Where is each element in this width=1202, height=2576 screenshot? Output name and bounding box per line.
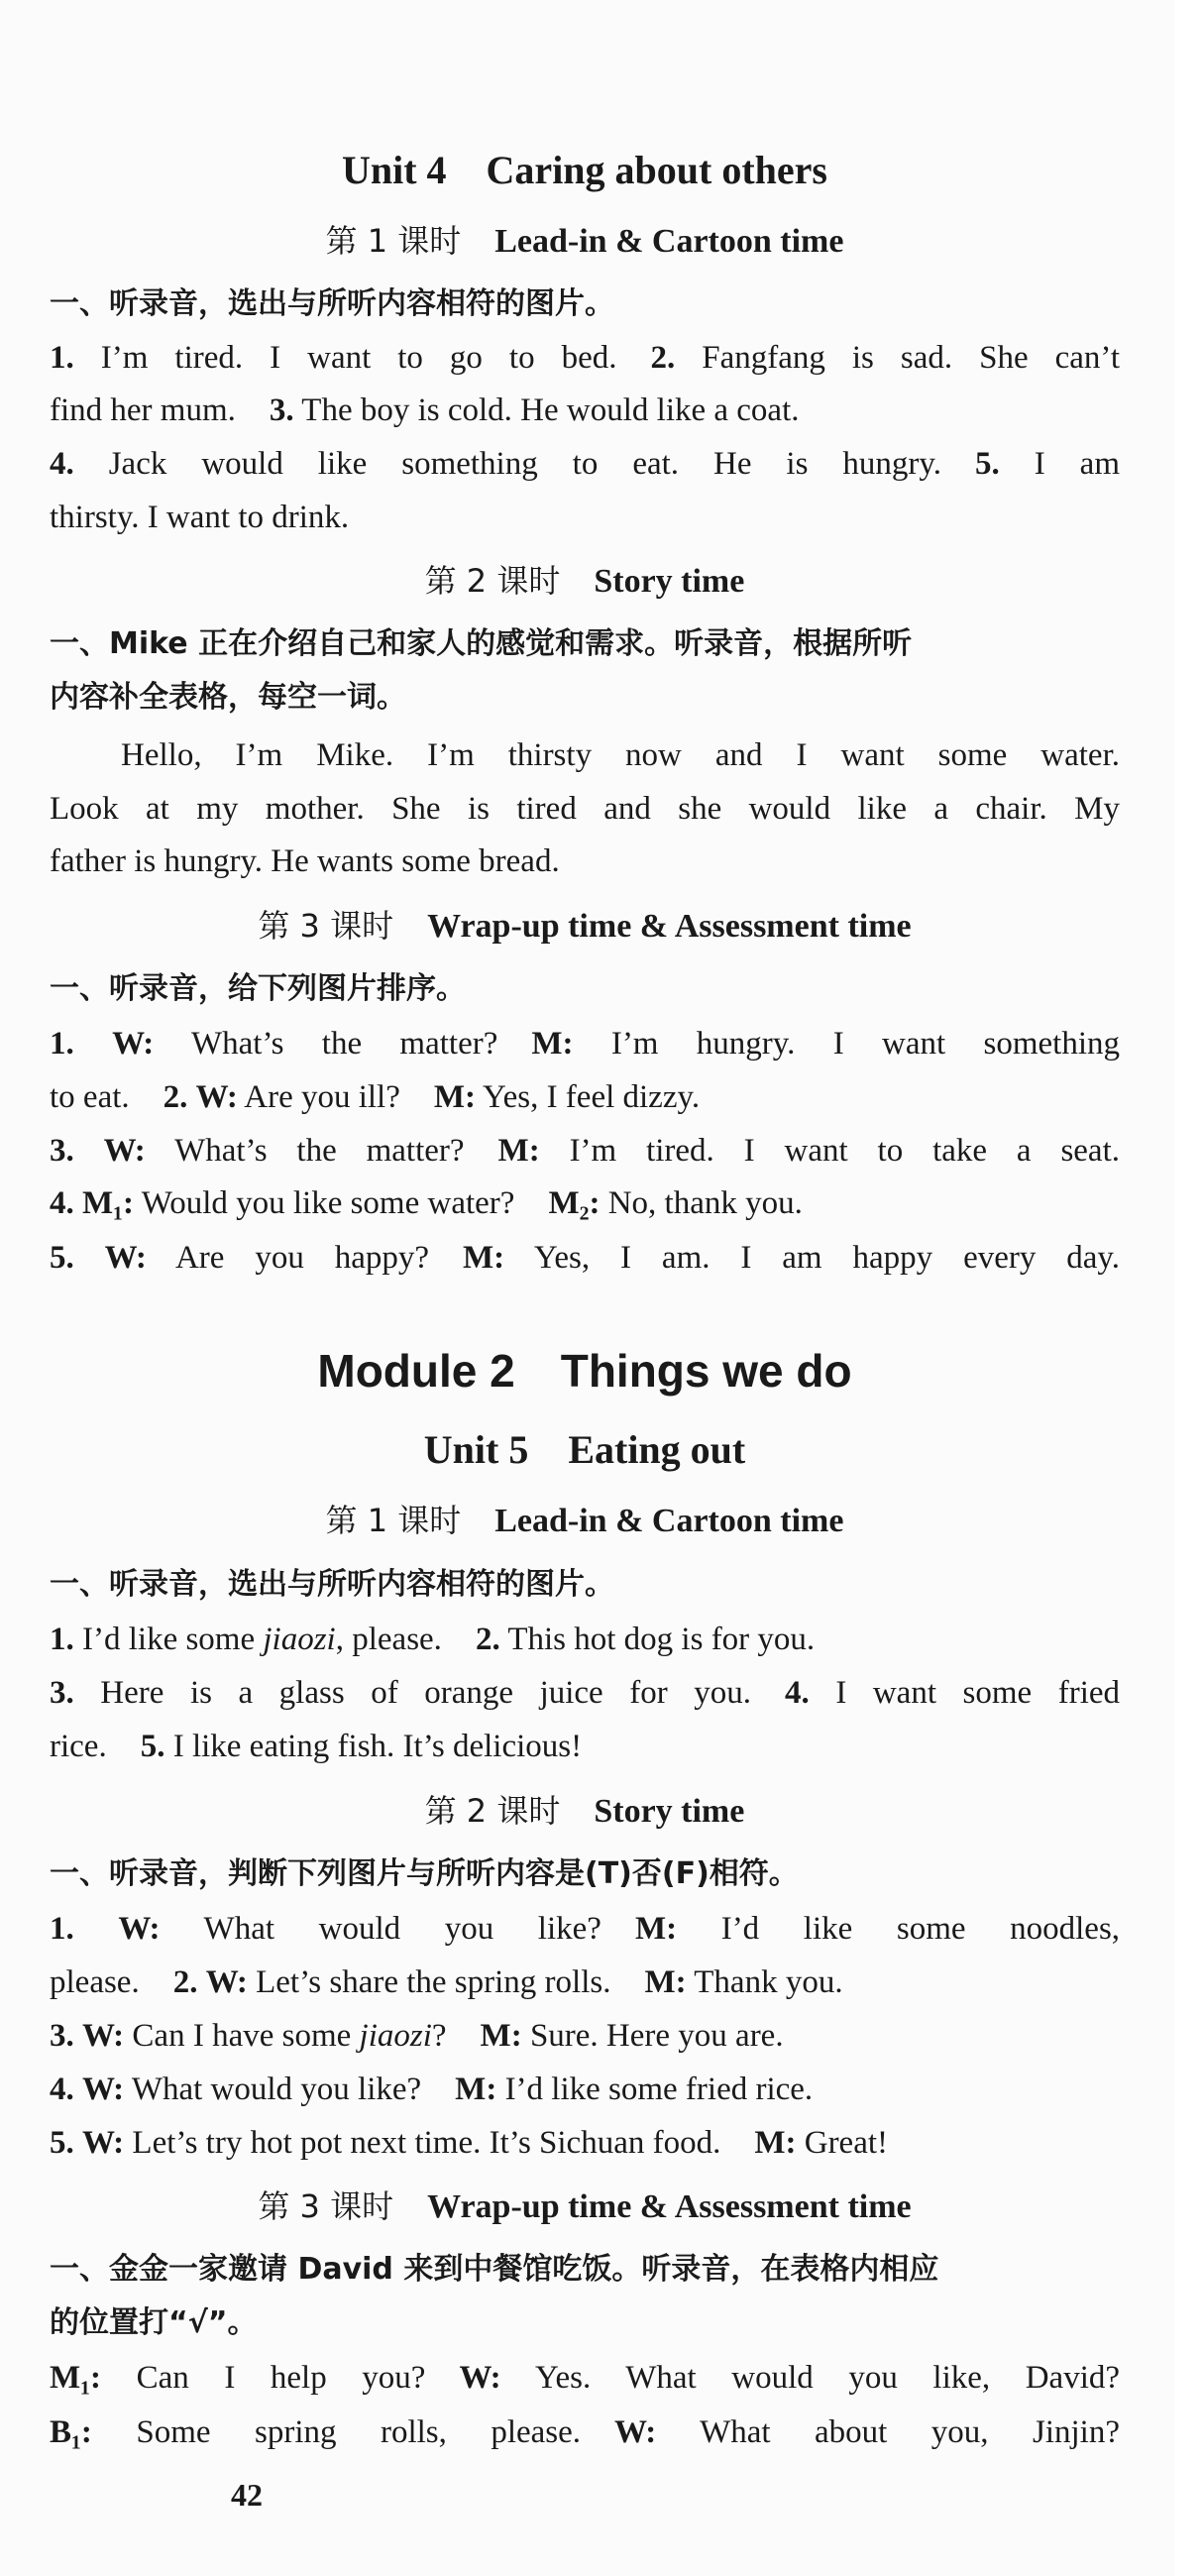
unit-4-lesson-3-heading	[50, 902, 1120, 950]
transcript-line: thirsty. I want to drink.	[50, 500, 350, 535]
transcript-line: to eat. 2. W: Are you ill? M: Yes, I feel dizzy.	[50, 1079, 701, 1115]
unit-5-lesson-2-instruction: 一、听录音，判断下列图片与所听内容是(T)否(F)相符。	[50, 1856, 799, 1891]
lesson-number: 第 3 课时	[258, 2187, 394, 2225]
transcript-line: Hello, I’m Mike. I’m thirsty now and I want some water.	[121, 737, 1120, 773]
unit-4-lesson-3-instruction: 一、听录音，给下列图片排序。	[50, 971, 466, 1006]
unit-5-lesson-2-heading	[50, 1787, 1120, 1835]
transcript-line: 1. I’d like some jiaozi, please. 2. This hot dog is for you.	[50, 1622, 816, 1657]
transcript-line: Look at my mother. She is tired and she would like a chair. My	[50, 791, 1120, 827]
transcript-line: find her mum. 3. The boy is cold. He would like a coat.	[50, 392, 800, 428]
transcript-line: M₁: Can I help you? W: Yes. What would you like, David?	[50, 2360, 1121, 2396]
transcript-line: father is hungry. He wants some bread.	[50, 843, 560, 879]
transcript-line: rice. 5. I like eating fish. It’s delicious!	[50, 1729, 583, 1764]
lesson-number: 第 1 课时	[325, 1502, 462, 1539]
module-2-title: Module 2 Things we do	[317, 1345, 852, 1397]
lesson-number: 第 3 课时	[258, 907, 394, 945]
lesson-number: 第 2 课时	[424, 1792, 561, 1830]
transcript-line: 3. W: What’s the matter? M: I’m tired. I want to take a seat.	[50, 1133, 1120, 1169]
lesson-number: 第 1 课时	[325, 222, 462, 260]
unit-5-lesson-1-heading	[50, 1497, 1120, 1544]
transcript-line: 4. W: What would you like? M: I’d like some fried rice.	[50, 2072, 814, 2107]
transcript-line: B₁: Some spring rolls, please. W: What about you, Jinjin?	[50, 2414, 1120, 2450]
unit-4-lesson-1-instruction: 一、听录音，选出与所听内容相符的图片。	[50, 286, 614, 321]
lesson-name: Lead-in & Cartoon time	[494, 1503, 844, 1539]
unit-5-title: Unit 5 Eating out	[423, 1427, 746, 1472]
page-margin-strip	[1174, 0, 1202, 2576]
unit-5-lesson-3-instruction: 的位置打“√”。	[50, 2305, 258, 2340]
transcript-line: 3. W: Can I have some jiaozi? M: Sure. Here you are.	[50, 2018, 784, 2054]
transcript-line: 5. W: Let’s try hot pot next time. It’s Sichuan food. M: Great!	[50, 2125, 889, 2161]
unit-4-lesson-2-heading	[50, 557, 1120, 605]
unit-4-title: Unit 4 Caring about others	[341, 148, 828, 192]
transcript-line: 3. Here is a glass of orange juice for you. 4. I want some fried	[50, 1675, 1121, 1711]
lesson-name: Lead-in & Cartoon time	[494, 223, 844, 260]
page-number: 42	[231, 2477, 263, 2513]
lesson-name: Story time	[594, 1793, 745, 1830]
lesson-name: Wrap-up time & Assessment time	[427, 908, 912, 945]
transcript-line: 4. Jack would like something to eat. He is hungry. 5. I am	[50, 446, 1121, 482]
transcript-line: 1. I’m tired. I want to go to bed. 2. Fangfang is sad. She can’t	[50, 340, 1120, 376]
lesson-number: 第 2 课时	[424, 562, 561, 600]
unit-4-lesson-1-heading	[50, 217, 1120, 265]
unit-5-lesson-1-instruction: 一、听录音，选出与所听内容相符的图片。	[50, 1567, 614, 1602]
unit-5-lesson-3-instruction: 一、金金一家邀请 David 来到中餐馆吃饭。听录音，在表格内相应	[50, 2252, 939, 2287]
transcript-line: 1. W: What’s the matter? M: I’m hungry. I want something	[50, 1026, 1121, 1062]
unit-4-lesson-2-instruction: 内容补全表格，每空一词。	[50, 680, 406, 715]
transcript-line: please. 2. W: Let’s share the spring rolls. M: Thank you.	[50, 1964, 843, 2000]
transcript-line: 1. W: What would you like? M: I’d like some noodles,	[50, 1911, 1121, 1947]
transcript-line: 4. M₁: Would you like some water? M₂: No, thank you.	[50, 1185, 803, 1221]
transcript-line: 5. W: Are you happy? M: Yes, I am. I am happy every day.	[50, 1240, 1121, 1276]
answer-key-page	[50, 0, 1120, 2576]
unit-5-lesson-3-heading	[50, 2183, 1120, 2230]
lesson-name: Story time	[594, 563, 745, 600]
lesson-name: Wrap-up time & Assessment time	[427, 2188, 912, 2225]
unit-4-lesson-2-instruction: 一、Mike 正在介绍自己和家人的感觉和需求。听录音，根据所听	[50, 626, 913, 661]
